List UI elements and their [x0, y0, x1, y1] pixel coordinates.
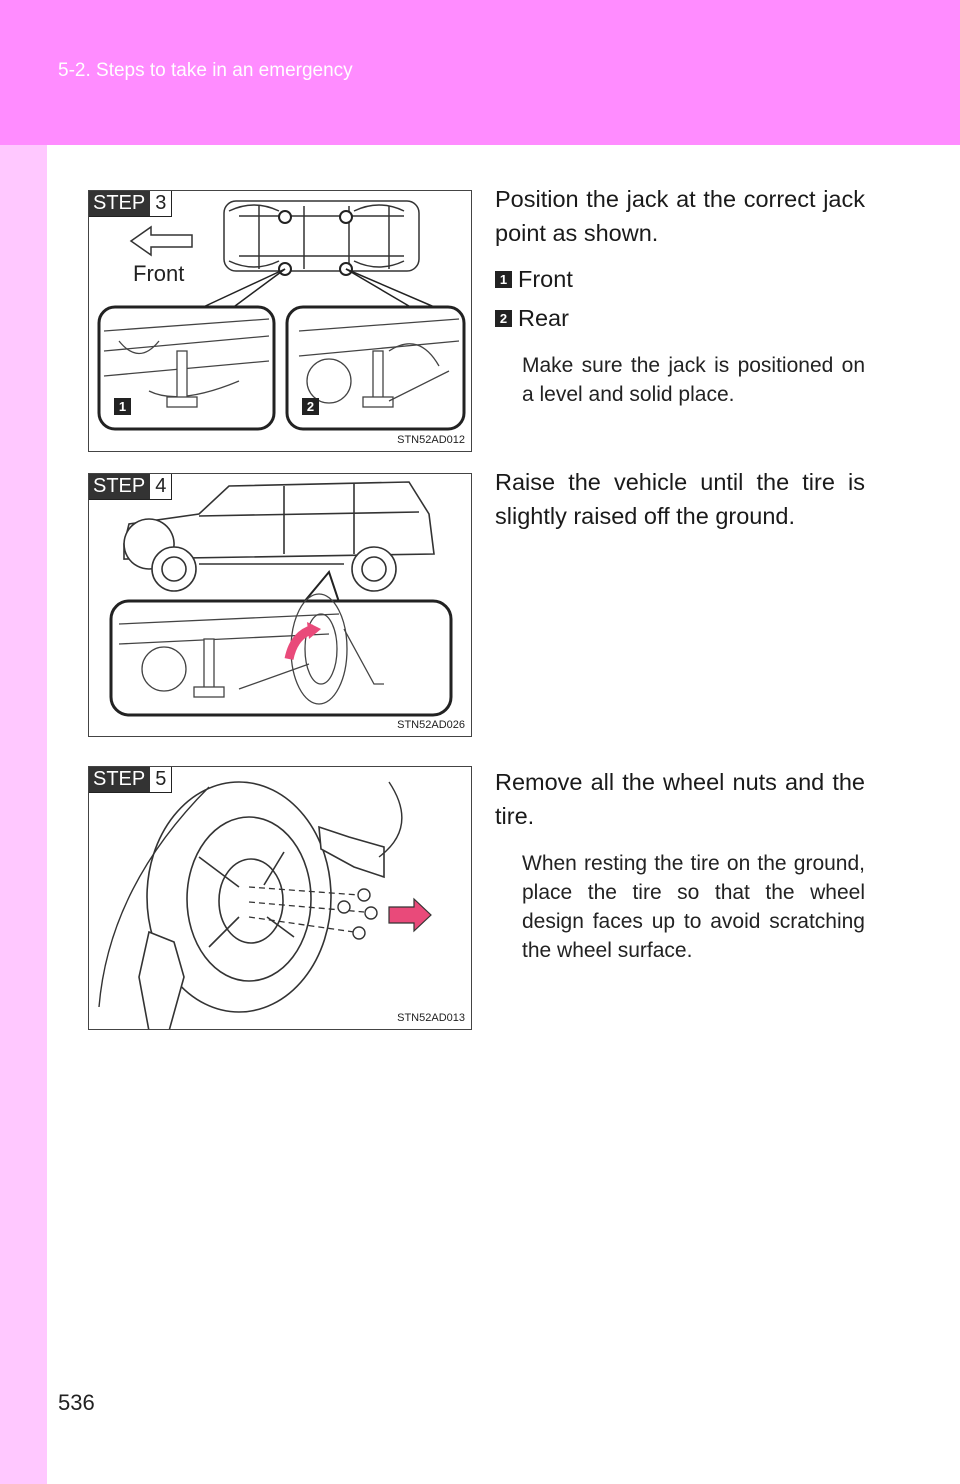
- step-5-note: When resting the tire on the ground, place the tire so that the wheel design faces up to avoid scratching the wheel surface.: [522, 852, 865, 962]
- step-label: STEP: [89, 191, 150, 216]
- list-item-rear: [495, 305, 569, 332]
- step-4-instruction: Raise the vehicle until the tire is slightly raised off the ground.: [495, 469, 865, 529]
- step-5-illustration: [88, 766, 472, 1030]
- step-5-instruction: Remove all the wheel nuts and the tire.: [495, 769, 865, 829]
- raise-vehicle-diagram: [89, 474, 472, 737]
- section-title: 5-2. Steps to take in an emergency: [58, 60, 353, 81]
- step-3-note: Make sure the jack is positioned on a level and solid place.: [522, 354, 865, 406]
- step-4-illustration: [88, 473, 472, 737]
- step-number: 3: [150, 191, 171, 216]
- step-3-instruction: Position the jack at the correct jack point as shown.: [495, 186, 865, 246]
- step-badge: [89, 767, 172, 793]
- figure-code: STN52AD026: [397, 719, 465, 731]
- callout-2: 2: [302, 398, 319, 415]
- page-number: 536: [58, 1390, 95, 1415]
- item-number: 1: [495, 271, 512, 288]
- list-item-front: [495, 266, 573, 293]
- step-badge: [89, 191, 172, 217]
- figure-code: STN52AD013: [397, 1012, 465, 1024]
- item-label: Rear: [518, 305, 569, 331]
- step-label: STEP: [89, 767, 150, 792]
- remove-wheel-diagram: [89, 767, 472, 1030]
- front-label: Front: [133, 261, 185, 286]
- jack-points-diagram: [89, 191, 472, 452]
- step-label: STEP: [89, 474, 150, 499]
- step-3-illustration: [88, 190, 472, 452]
- step-number: 5: [150, 767, 171, 792]
- step-badge: [89, 474, 172, 500]
- callout-1: 1: [114, 398, 131, 415]
- item-label: Front: [518, 266, 573, 292]
- side-margin-band: [0, 145, 47, 1484]
- step-number: 4: [150, 474, 171, 499]
- figure-code: STN52AD012: [397, 434, 465, 446]
- item-number: 2: [495, 310, 512, 327]
